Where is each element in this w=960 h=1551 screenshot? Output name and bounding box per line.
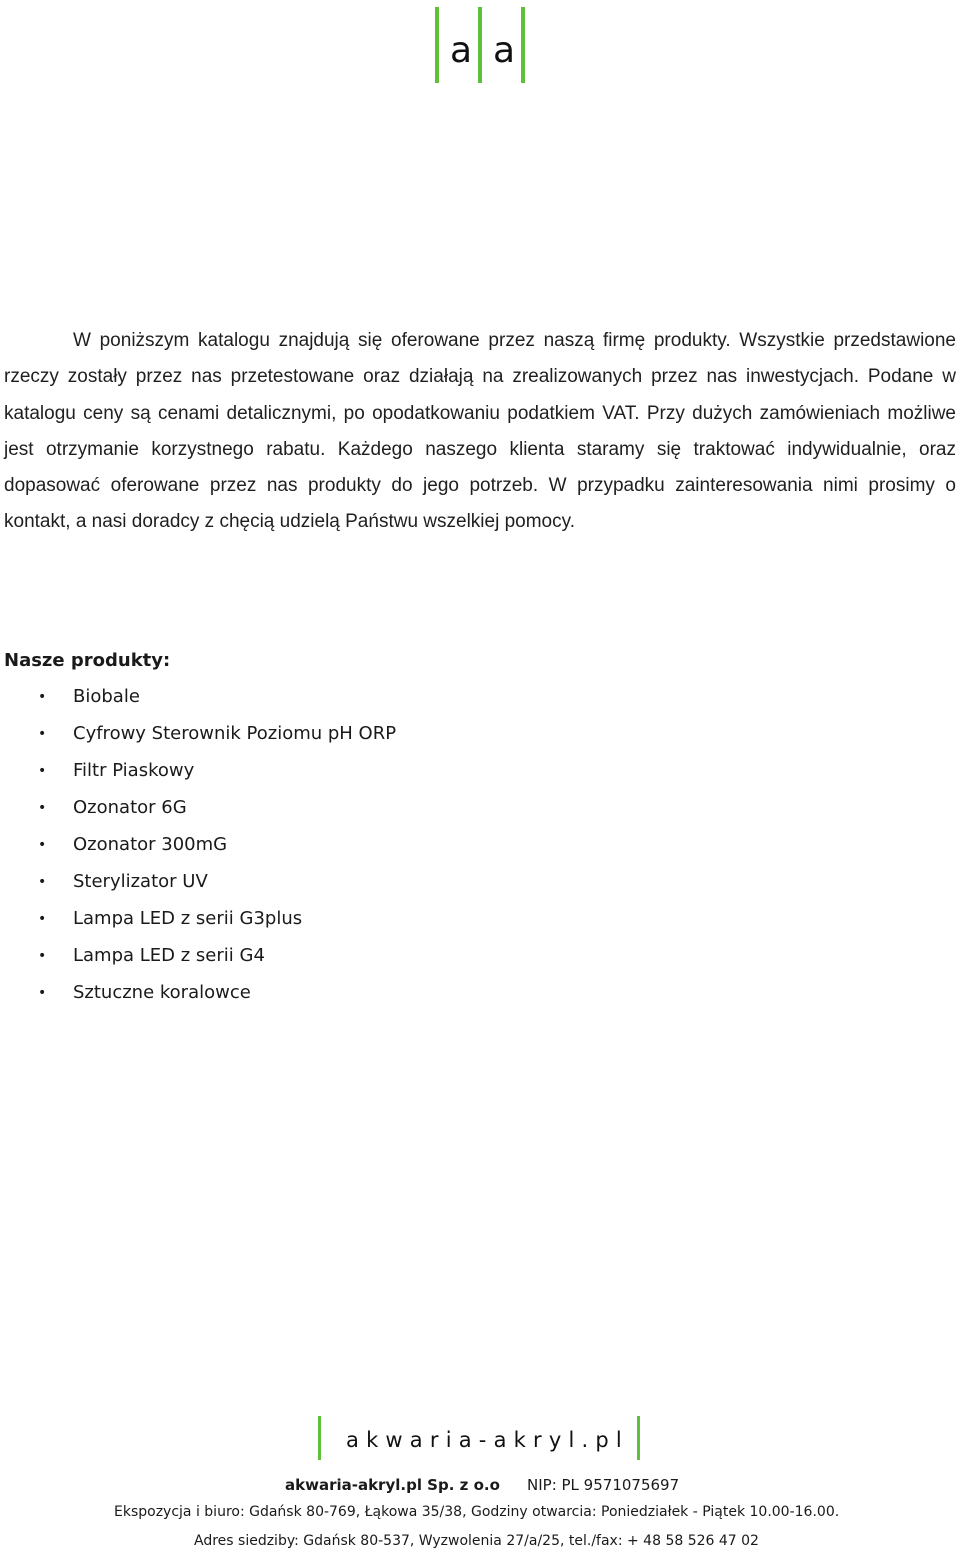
- bullet-icon: •: [38, 763, 47, 779]
- product-label: Ozonator 6G: [73, 797, 187, 818]
- logo-bar-middle: [478, 7, 482, 83]
- footer-site-name: akwaria-akryl.pl: [346, 1428, 629, 1452]
- product-label: Cyfrowy Sterownik Poziomu pH ORP: [73, 723, 397, 744]
- product-label: Biobale: [73, 686, 140, 707]
- product-label: Filtr Piaskowy: [73, 760, 195, 781]
- intro-paragraph: W poniższym katalogu znajdują się oferowane przez naszą firmę produkty. Wszystkie przedstawione rzeczy zostały przez nas przetestowane oraz działają na zrealizowanych przez nas inwestycjach. Podane w katalogu ceny są cenami detalicznymi, po opodatkowaniu podatkiem VAT. Przy dużych zamówieniach możliwe jest otrzymanie korzystnego rabatu. Każdego naszego klienta staramy się traktować indywidualnie, oraz dopasować oferowane przez nas produkty do jego potrzeb. W przypadku zainteresowania nimi prosimy o kontakt, a nasi doradcy z chęcią udzielą Państwu wszelkiej pomocy.: [4, 330, 956, 533]
- bullet-icon: •: [38, 689, 47, 705]
- header-logo: [435, 7, 525, 83]
- footer-company-name: akwaria-akryl.pl Sp. z o.o: [285, 1476, 500, 1494]
- products-heading: Nasze produkty:: [4, 650, 171, 671]
- bullet-icon: •: [38, 874, 47, 890]
- footer-showroom-info: Ekspozycja i biuro: Gdańsk 80-769, Łąkowa 35/38, Godziny otwarcia: Poniedziałek - Piątek 10.00-16.00.: [114, 1504, 840, 1520]
- bullet-icon: •: [38, 837, 47, 853]
- footer-logo-bar-left: [318, 1416, 321, 1460]
- footer-logo: [318, 1416, 643, 1460]
- product-label: Ozonator 300mG: [73, 834, 228, 855]
- footer-nip: NIP: PL 9571075697: [527, 1476, 680, 1494]
- logo-bar-left: [435, 7, 439, 83]
- bullet-icon: •: [38, 985, 47, 1001]
- footer-address: Adres siedziby: Gdańsk 80-537, Wyzwolenia 27/a/25, tel./fax: + 48 58 526 47 02: [194, 1533, 759, 1549]
- bullet-icon: •: [38, 948, 47, 964]
- logo-bar-right: [521, 7, 525, 83]
- logo-letter-second: a: [493, 30, 516, 71]
- product-label: Sterylizator UV: [73, 871, 208, 892]
- bullet-icon: •: [38, 911, 47, 927]
- product-label: Lampa LED z serii G4: [73, 945, 265, 966]
- bullet-icon: •: [38, 800, 47, 816]
- product-label: Sztuczne koralowce: [73, 982, 251, 1003]
- logo-letter-first: a: [450, 30, 473, 71]
- product-label: Lampa LED z serii G3plus: [73, 908, 303, 929]
- footer-logo-bar-right: [637, 1416, 640, 1460]
- bullet-icon: •: [38, 726, 47, 742]
